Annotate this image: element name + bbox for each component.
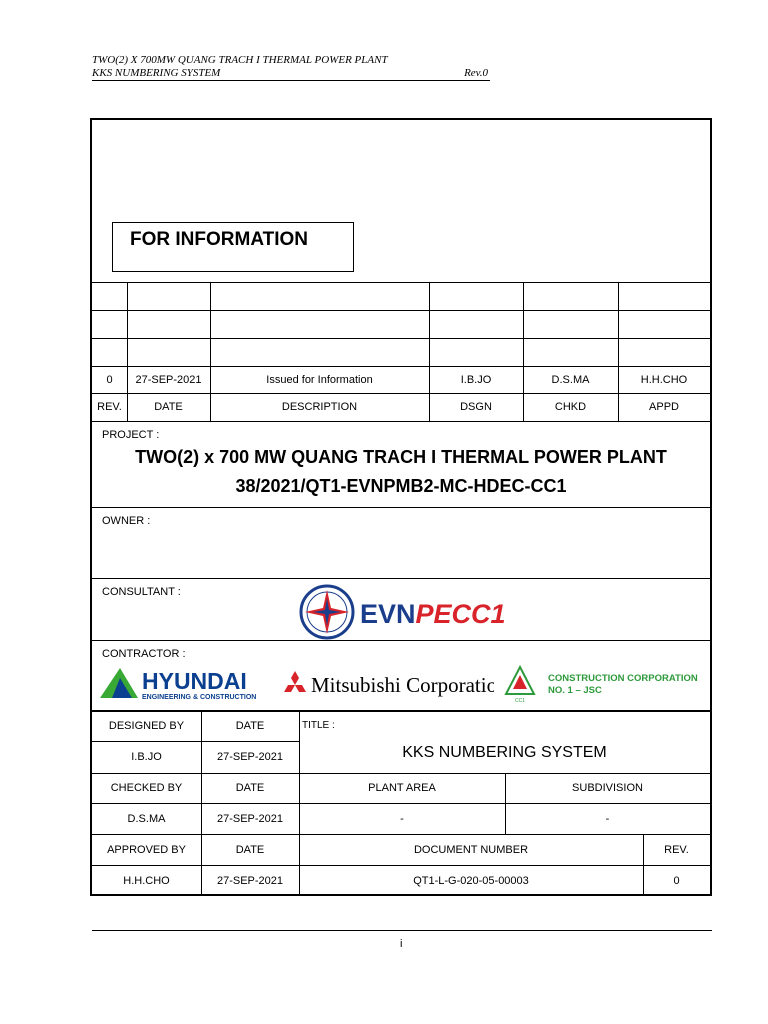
document-number-label: DOCUMENT NUMBER [413,843,529,856]
revision-header-description: DESCRIPTION [281,401,358,413]
hyundai-triangle-icon [98,664,276,704]
revision-cell-appd: H.H.CHO [640,373,688,386]
checked-by-label: CHECKED BY [110,782,183,794]
plant-area-value: - [400,812,404,825]
section-divider [92,507,710,508]
subdivision-value: - [605,812,610,825]
cc1-emblem-icon [502,664,708,704]
for-information-stamp [112,222,354,272]
footer-rule [92,930,712,931]
cc1-logo [502,664,708,704]
cc1-tag-text: CC1 [514,698,526,704]
subdivision-label: SUBDIVISION [572,782,643,794]
approved-date-label: DATE [235,843,265,856]
evnpecc1-logo-text [360,599,506,629]
revision-header-dsgn: DSGN [460,401,492,413]
approved-by-value: H.H.CHO [123,874,170,887]
evnpecc1-emblem-icon [298,584,508,640]
designed-date-value: 27-SEP-2021 [216,751,284,763]
project-label: PROJECT : [102,429,160,441]
revision-cell-description: Issued for Information [266,373,373,386]
header-doc-title [92,67,490,81]
evnpecc1-logo [298,584,508,640]
checked-by-value: D.S.MA [127,812,166,825]
header-revision: Rev.0 [464,67,488,79]
revision-header-chkd: CHKD [554,401,587,413]
title-label: TITLE : [302,720,335,731]
revision-cell-rev: 0 [106,373,113,386]
contractor-label: CONTRACTOR : [102,648,186,660]
designed-by-label: DESIGNED BY [108,719,185,732]
approved-date-value: 27-SEP-2021 [216,874,284,887]
mitsubishi-diamonds-icon [284,668,494,702]
stamp-text: FOR INFORMATION [130,229,309,250]
evn-text: EVN [360,599,416,629]
header-project-title: TWO(2) X 700MW QUANG TRACH I THERMAL POWER PLANT [92,54,388,66]
document-title: KKS NUMBERING SYSTEM [402,744,607,761]
checked-date-label: DATE [235,782,265,794]
revision-header-rev: REV. [97,401,122,413]
rev-label: REV. [664,843,689,856]
cc1-line2-text: NO. 1 – JSC [548,685,602,696]
mitsubishi-text: Mitsubishi Corporation [311,673,494,697]
section-divider [92,578,710,579]
designed-by-value: I.B.JO [131,751,162,763]
hyundai-logo [98,664,276,704]
rev-value: 0 [673,874,680,887]
revision-header-date: DATE [154,401,183,413]
revision-cell-date: 27-SEP-2021 [135,373,202,386]
owner-label: OWNER : [102,515,151,527]
header-doc-title-text: KKS NUMBERING SYSTEM [92,67,221,79]
cover-sheet-frame [90,118,712,896]
project-title: TWO(2) x 700 MW QUANG TRACH I THERMAL POWER PLANT [135,447,667,467]
revision-cell-dsgn: I.B.JO [460,373,492,386]
mitsubishi-logo [284,668,494,702]
hyundai-text: HYUNDAI [142,668,247,694]
revision-cell-chkd: D.S.MA [551,373,590,386]
section-divider [92,640,710,641]
revision-header-appd: APPD [649,401,679,413]
contract-number: 38/2021/QT1-EVNPMB2-MC-HDEC-CC1 [235,476,567,496]
document-number-value: QT1-L-G-020-05-00003 [413,874,529,887]
consultant-label: CONSULTANT : [102,586,181,598]
hyundai-subtext: ENGINEERING & CONSTRUCTION [142,694,257,701]
page-number: i [400,938,403,950]
plant-area-label: PLANT AREA [368,782,436,794]
pecc1-text: PECC1 [415,599,506,629]
cc1-line1-text: CONSTRUCTION CORPORATION [548,673,698,684]
checked-date-value: 27-SEP-2021 [216,812,284,825]
approved-by-label: APPROVED BY [107,843,186,856]
revision-table-bottom-border [92,421,710,422]
designed-date-label: DATE [235,719,265,732]
